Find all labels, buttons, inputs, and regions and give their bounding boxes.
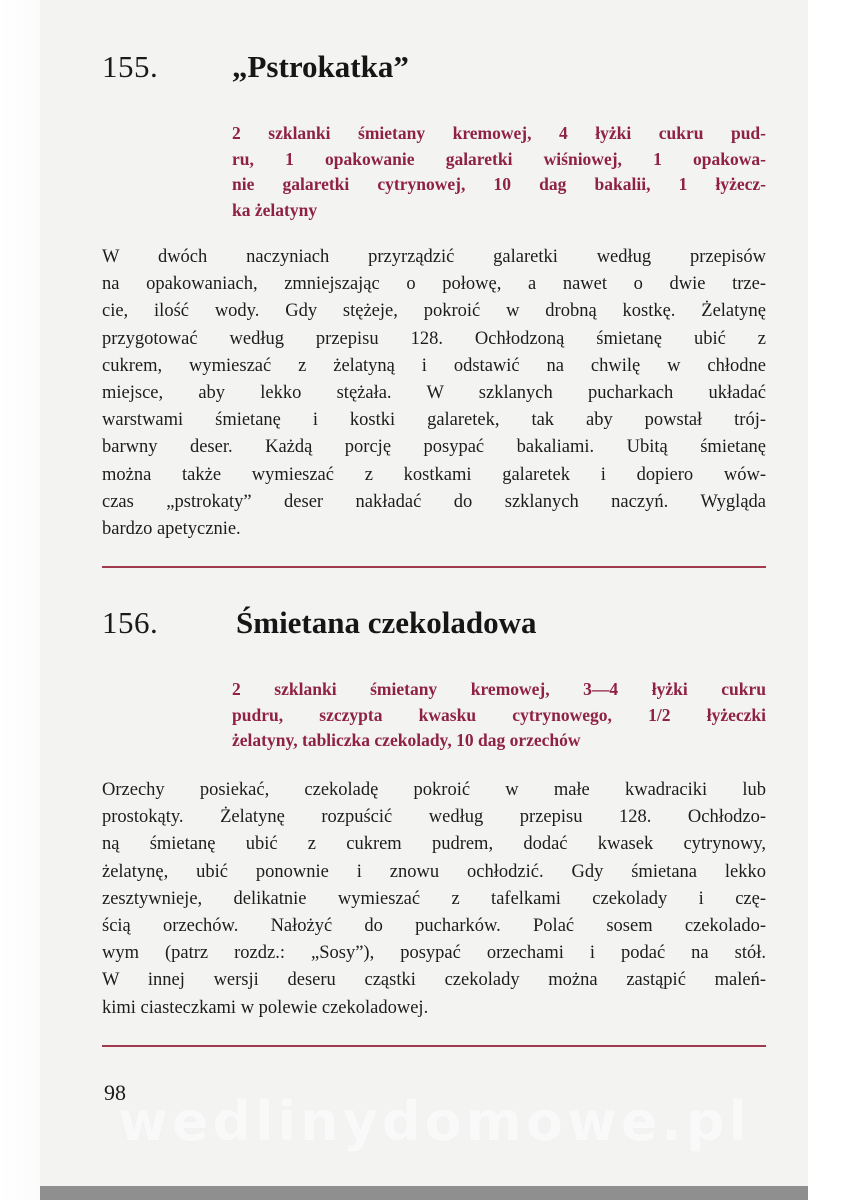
instruction-line: prostokąty. Żelatynę rozpuścić według przepisu 128. Ochłodzo- <box>102 807 766 828</box>
ingredients-line: ru, 1 opakowanie galaretki wiśniowej, 1 opakowa- <box>232 148 766 169</box>
ingredients-line: 2 szklanki śmietany kremowej, 3—4 łyżki cukru <box>232 679 766 699</box>
instruction-line: czas „pstrokaty” deser nakładać do szklanych naczyń. Wygląda <box>102 491 766 512</box>
section-divider <box>102 1045 766 1047</box>
page-number: 98 <box>104 1080 126 1105</box>
ingredients-line: żelatyny, tabliczka czekolady, 10 dag orzechów <box>232 730 581 751</box>
ingredients-list <box>232 677 766 754</box>
instruction-line: barwny deser. Każdą porcję posypać bakaliami. Ubitą śmietanę <box>102 437 766 458</box>
instruction-line: warstwami śmietanę i kostki galaretek, tak aby powstał trój- <box>102 410 766 431</box>
instruction-line: miejsce, aby lekko stężała. W szklanych pucharkach układać <box>102 383 766 404</box>
instruction-line: cukrem, wymieszać z żelatyną i odstawić na chwilę w chłodne <box>102 355 766 376</box>
instruction-line: można także wymieszać z kostkami galaretek i dopiero wów- <box>102 464 766 485</box>
recipe-number: 156. <box>102 605 159 640</box>
instruction-line: bardzo apetycznie. <box>102 519 241 540</box>
instruction-line: ną śmietanę ubić z cukrem pudrem, dodać kwasek cytrynowy, <box>102 834 766 855</box>
instruction-line: Orzechy posiekać, czekoladę pokroić w małe kwadraciki lub <box>102 780 766 800</box>
instruction-line: przygotować według przepisu 128. Ochłodzoną śmietanę ubić z <box>102 328 766 349</box>
ingredients-line: pudru, szczypta kwasku cytrynowego, 1/2 łyżeczki <box>232 704 766 725</box>
scan-bottom-shadow <box>40 1186 808 1200</box>
watermark-text: wedlinydomowe.pl <box>118 1090 752 1153</box>
recipe-instructions <box>102 244 766 543</box>
instruction-line: żelatynę, ubić ponownie i znowu ochłodzić. Gdy śmietana lekko <box>102 861 766 882</box>
instruction-line: W dwóch naczyniach przyrządzić galaretki według przepisów <box>102 247 766 267</box>
instruction-line: na opakowaniach, zmniejszając o połowę, a nawet o dwie trze- <box>102 274 766 295</box>
scan-right-margin <box>808 0 848 1200</box>
ingredients-line: ka żelatyny <box>232 200 318 221</box>
instruction-line: ścią orzechów. Nałożyć do pucharków. Polać sosem czekolado- <box>102 916 766 937</box>
section-divider <box>102 566 766 568</box>
ingredients-line: 2 szklanki śmietany kremowej, 4 łyżki cukru pud- <box>232 123 766 143</box>
instruction-line: zesztywnieje, delikatnie wymieszać z tafelkami czekolady i czę- <box>102 888 766 909</box>
recipe-title: Śmietana czekoladowa <box>236 605 537 640</box>
scan-left-margin <box>0 0 40 1200</box>
instruction-line: kimi ciasteczkami w polewie czekoladowej. <box>102 997 429 1018</box>
recipe-number: 155. <box>102 49 159 84</box>
ingredients-line: nie galaretki cytrynowej, 10 dag bakalii, 1 łyżecz- <box>232 174 766 195</box>
ingredients-list <box>232 121 766 224</box>
instruction-line: wym (patrz rozdz.: „Sosy”), posypać orzechami i podać na stół. <box>102 943 766 964</box>
instruction-line: W innej wersji deseru cząstki czekolady można zastąpić maleń- <box>102 970 766 991</box>
recipe-title: „Pstrokatka” <box>232 49 409 84</box>
recipe-instructions <box>102 777 766 1022</box>
instruction-line: cie, ilość wody. Gdy stężeje, pokroić w drobną kostkę. Żelatynę <box>102 301 766 322</box>
